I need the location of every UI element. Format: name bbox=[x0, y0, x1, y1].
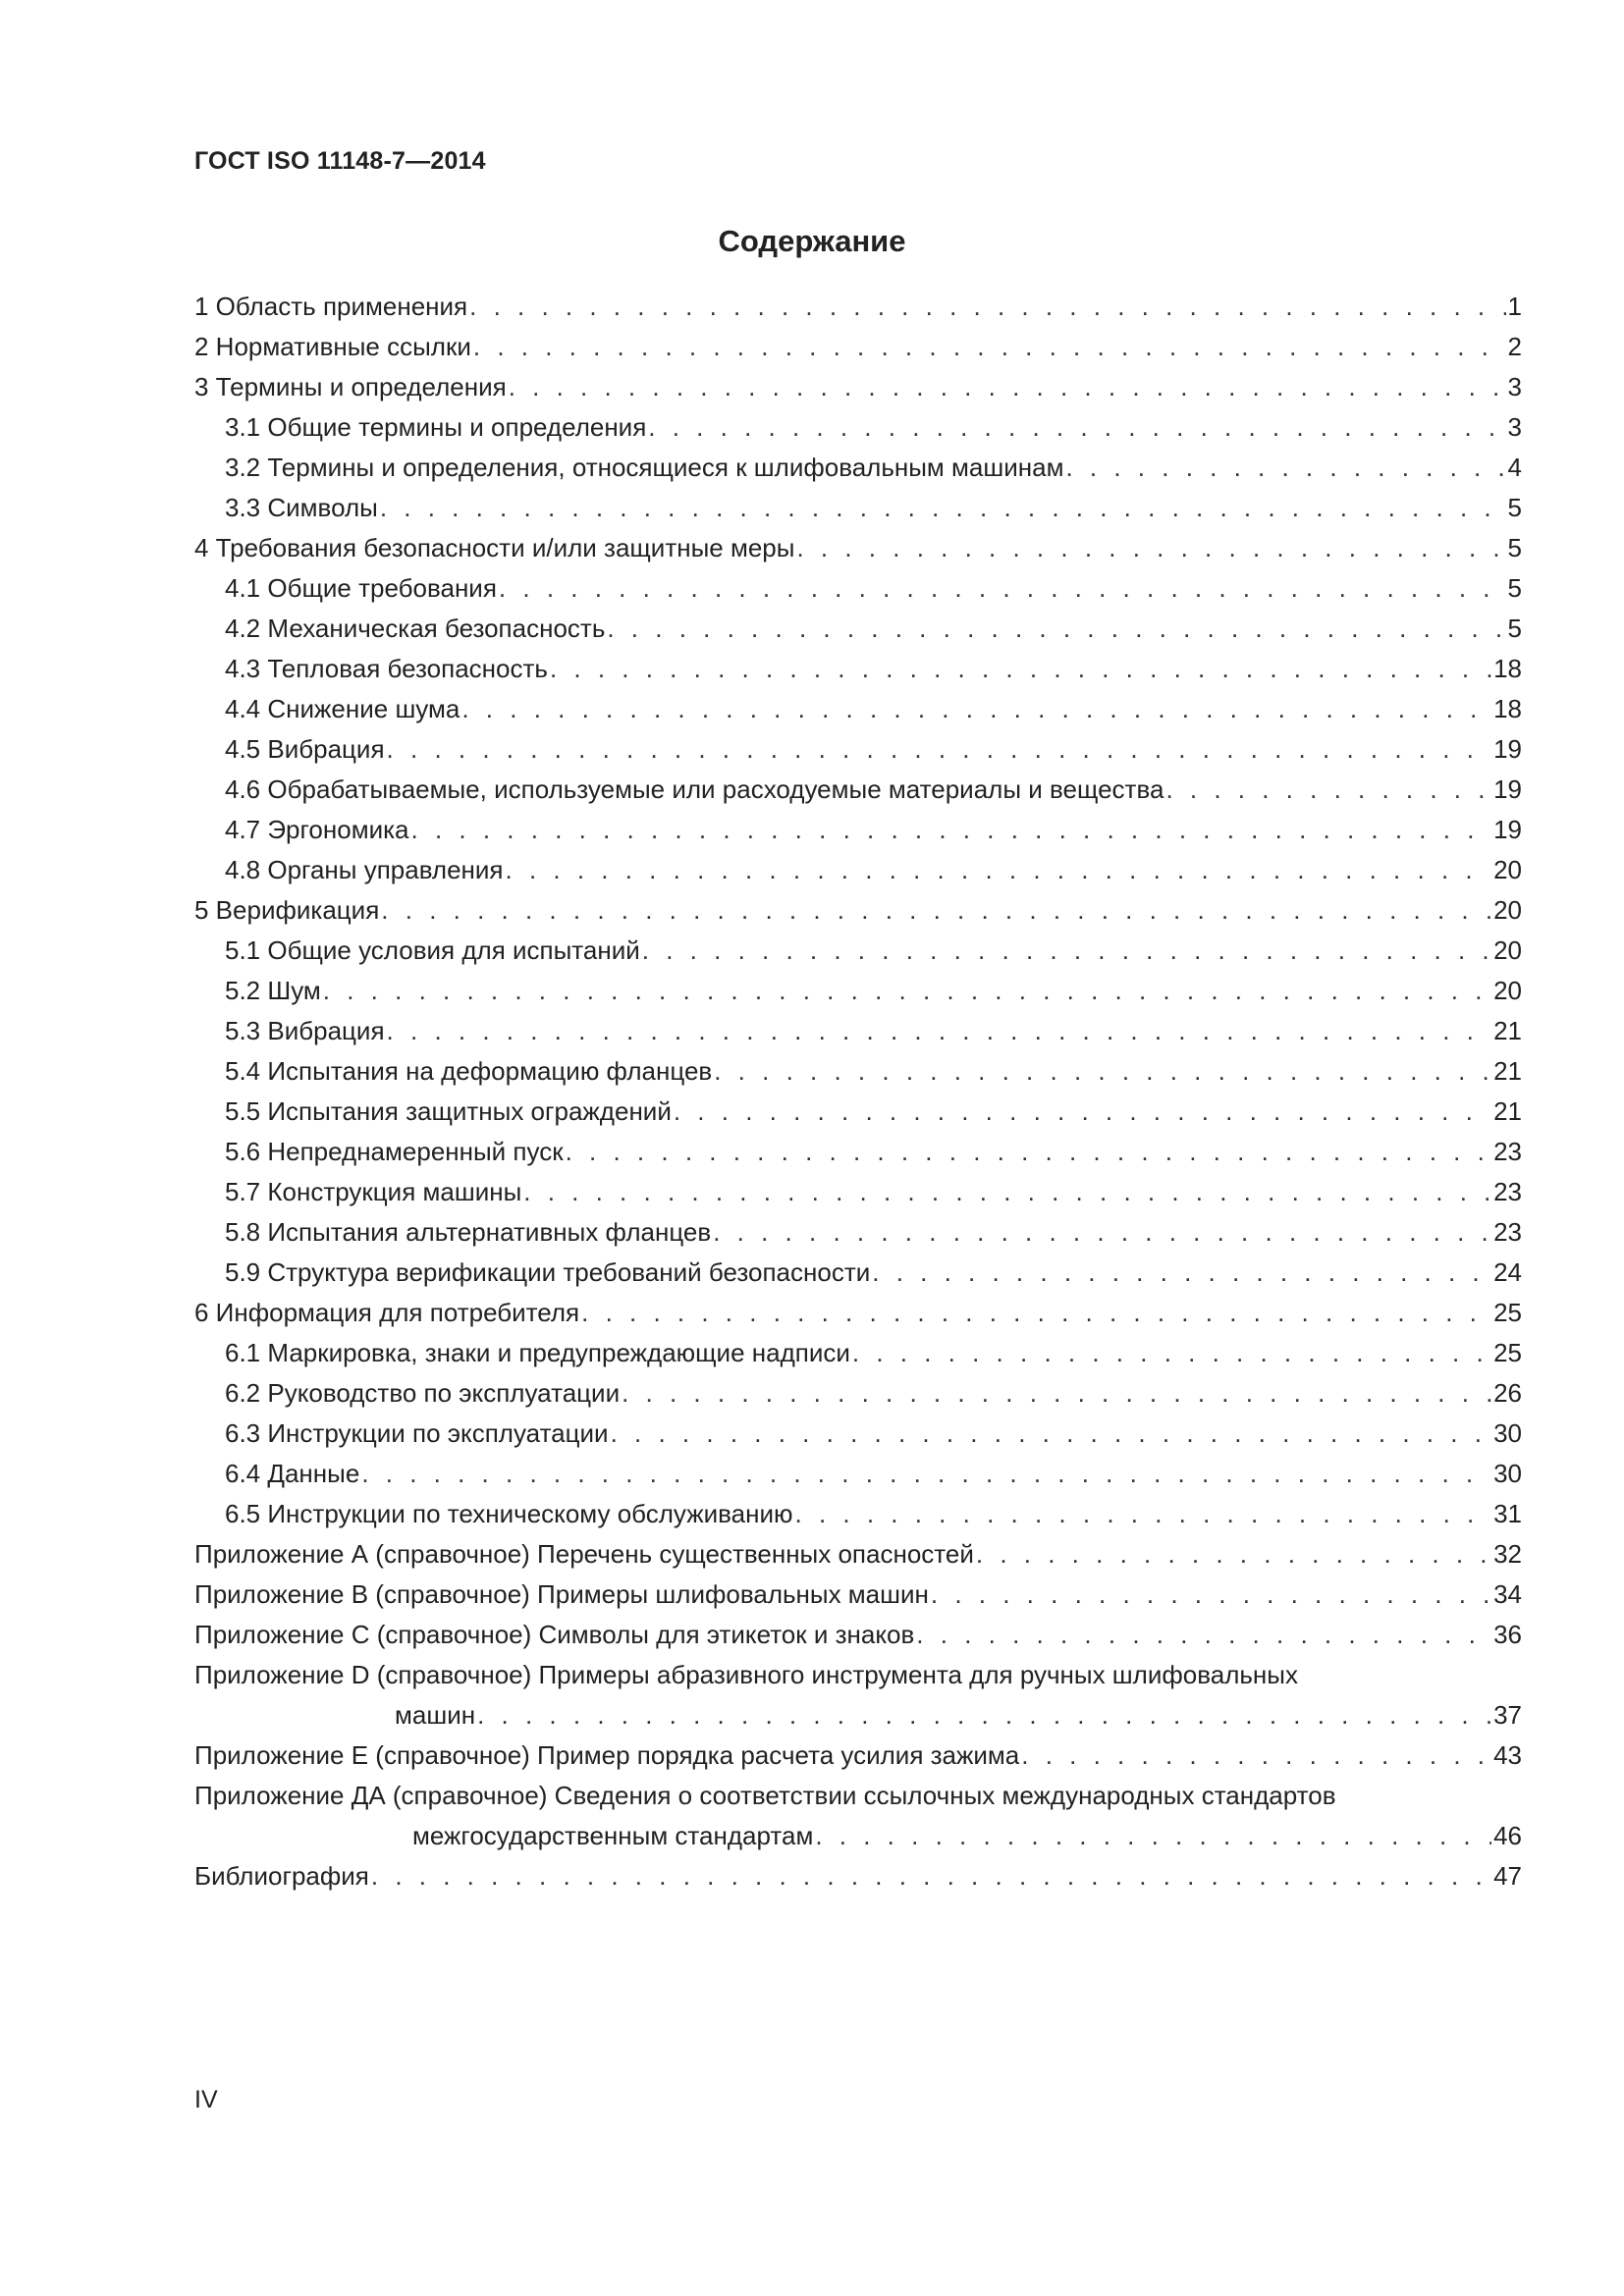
toc-entry-title: Приложение ДА (справочное) Сведения о соответствии ссылочных международных стандартов bbox=[194, 1781, 1336, 1810]
toc-entry-page: 30 bbox=[1493, 1418, 1522, 1448]
toc-entry bbox=[194, 1212, 1522, 1253]
toc-entry-title: 5 Верификация bbox=[194, 895, 380, 925]
toc-leader-dots bbox=[714, 1051, 1491, 1092]
toc-entry-page: 47 bbox=[1493, 1861, 1522, 1891]
table-of-contents bbox=[194, 287, 1522, 1896]
toc-entry-page: 32 bbox=[1493, 1539, 1522, 1569]
toc-entry-page: 30 bbox=[1493, 1459, 1522, 1488]
toc-entry bbox=[194, 1575, 1522, 1615]
toc-entry bbox=[194, 689, 1522, 729]
toc-leader-dots bbox=[371, 1856, 1491, 1896]
toc-entry bbox=[194, 528, 1522, 568]
toc-leader-dots bbox=[622, 1373, 1491, 1414]
toc-leader-dots bbox=[581, 1293, 1491, 1333]
toc-entry bbox=[194, 1092, 1522, 1132]
toc-entry bbox=[194, 287, 1522, 327]
toc-entry-title: 1 Область применения bbox=[194, 292, 468, 321]
toc-entry-page: 36 bbox=[1493, 1620, 1522, 1649]
toc-leader-dots bbox=[815, 1816, 1491, 1856]
toc-entry-title: 2 Нормативные ссылки bbox=[194, 332, 471, 361]
toc-entry-page: 46 bbox=[1493, 1821, 1522, 1850]
toc-entry bbox=[194, 1494, 1522, 1534]
toc-entry bbox=[194, 1615, 1522, 1655]
toc-leader-dots bbox=[648, 407, 1505, 448]
toc-leader-dots bbox=[381, 890, 1491, 931]
toc-entry bbox=[194, 448, 1522, 488]
toc-leader-dots bbox=[477, 1695, 1491, 1735]
toc-entry-title-cont: межгосударственным стандартам bbox=[412, 1821, 814, 1850]
toc-entry bbox=[194, 971, 1522, 1011]
toc-leader-dots bbox=[611, 1414, 1491, 1454]
toc-entry-title: Приложение D (справочное) Примеры абразивного инструмента для ручных шлифовальных bbox=[194, 1660, 1298, 1689]
toc-entry-page: 34 bbox=[1493, 1579, 1522, 1609]
toc-leader-dots bbox=[1165, 770, 1491, 810]
page-number: IV bbox=[194, 2086, 218, 2113]
toc-entry-title: 6 Информация для потребителя bbox=[194, 1298, 580, 1327]
toc-entry-page: 3 bbox=[1507, 372, 1522, 401]
toc-entry-page: 26 bbox=[1493, 1378, 1522, 1408]
toc-entry-page: 19 bbox=[1493, 815, 1522, 844]
toc-entry-page: 31 bbox=[1493, 1499, 1522, 1528]
toc-entry-title: 5.7 Конструкция машины bbox=[225, 1177, 522, 1206]
toc-entry bbox=[194, 1373, 1522, 1414]
toc-entry-title: 5.3 Вибрация bbox=[225, 1016, 385, 1045]
toc-entry-title: 4.3 Тепловая безопасность bbox=[225, 654, 548, 683]
toc-entry-title: 4 Требования безопасности и/или защитные меры bbox=[194, 533, 795, 562]
toc-entry-title: 6.2 Руководство по эксплуатации bbox=[225, 1378, 621, 1408]
toc-entry-title: 3.2 Термины и определения, относящиеся к шлифовальным машинам bbox=[225, 453, 1064, 482]
toc-leader-dots bbox=[872, 1253, 1491, 1293]
toc-entry bbox=[194, 407, 1522, 448]
toc-entry bbox=[194, 1414, 1522, 1454]
toc-leader-dots bbox=[499, 568, 1506, 609]
toc-leader-dots bbox=[387, 729, 1492, 770]
toc-leader-dots bbox=[566, 1132, 1491, 1172]
toc-entry bbox=[194, 850, 1522, 890]
toc-entry-title: 6.5 Инструкции по техническому обслуживанию bbox=[225, 1499, 793, 1528]
toc-leader-dots bbox=[796, 528, 1505, 568]
toc-entry bbox=[194, 1735, 1522, 1776]
toc-entry-title: 5.4 Испытания на деформацию фланцев bbox=[225, 1056, 713, 1086]
toc-entry-page: 5 bbox=[1507, 573, 1522, 603]
toc-leader-dots bbox=[674, 1092, 1491, 1132]
toc-entry-page: 5 bbox=[1507, 493, 1522, 522]
toc-entry bbox=[194, 1655, 1522, 1735]
toc-entry-page: 20 bbox=[1493, 895, 1522, 925]
toc-entry-title: 4.4 Снижение шума bbox=[225, 694, 460, 723]
toc-entry-title: 4.7 Эргономика bbox=[225, 815, 409, 844]
toc-leader-dots bbox=[550, 649, 1491, 689]
toc-entry bbox=[194, 1293, 1522, 1333]
toc-entry-title: 4.2 Механическая безопасность bbox=[225, 614, 606, 643]
toc-entry-title: 6.1 Маркировка, знаки и предупреждающие надписи bbox=[225, 1338, 850, 1367]
toc-entry-title: 5.2 Шум bbox=[225, 976, 321, 1005]
toc-entry-page: 21 bbox=[1493, 1056, 1522, 1086]
toc-entry bbox=[194, 1051, 1522, 1092]
toc-entry bbox=[194, 649, 1522, 689]
toc-entry-page: 23 bbox=[1493, 1137, 1522, 1166]
toc-leader-dots bbox=[361, 1454, 1491, 1494]
toc-entry-page: 21 bbox=[1493, 1016, 1522, 1045]
toc-leader-dots bbox=[1021, 1735, 1491, 1776]
toc-title: Содержание bbox=[718, 224, 906, 258]
toc-entry-continuation bbox=[194, 1695, 1522, 1735]
toc-leader-dots bbox=[323, 971, 1491, 1011]
toc-entry bbox=[194, 367, 1522, 407]
toc-leader-dots bbox=[976, 1534, 1491, 1575]
toc-leader-dots bbox=[607, 609, 1505, 649]
toc-entry-title: Приложение Е (справочное) Пример порядка расчета усилия зажима bbox=[194, 1740, 1020, 1770]
toc-entry bbox=[194, 1172, 1522, 1212]
toc-entry bbox=[194, 568, 1522, 609]
toc-entry-continuation bbox=[194, 1816, 1522, 1856]
toc-entry bbox=[194, 931, 1522, 971]
toc-leader-dots bbox=[509, 367, 1506, 407]
toc-entry-page: 19 bbox=[1493, 734, 1522, 764]
toc-entry-page: 18 bbox=[1493, 654, 1522, 683]
toc-entry bbox=[194, 890, 1522, 931]
toc-entry-title: Приложение С (справочное) Символы для этикеток и знаков bbox=[194, 1620, 915, 1649]
toc-leader-dots bbox=[473, 327, 1506, 367]
toc-entry bbox=[194, 1856, 1522, 1896]
toc-leader-dots bbox=[523, 1172, 1491, 1212]
toc-entry bbox=[194, 1011, 1522, 1051]
toc-entry-title: 4.1 Общие требования bbox=[225, 573, 497, 603]
toc-entry-title: 5.9 Структура верификации требований безопасности bbox=[225, 1257, 871, 1287]
toc-entry-page: 24 bbox=[1493, 1257, 1522, 1287]
toc-leader-dots bbox=[469, 287, 1505, 327]
toc-entry-page: 25 bbox=[1493, 1298, 1522, 1327]
toc-entry bbox=[194, 1253, 1522, 1293]
toc-entry-page: 25 bbox=[1493, 1338, 1522, 1367]
toc-leader-dots bbox=[931, 1575, 1491, 1615]
toc-entry-title: 4.8 Органы управления bbox=[225, 855, 504, 884]
toc-leader-dots bbox=[380, 488, 1506, 528]
toc-entry-title: 4.6 Обрабатываемые, используемые или расходуемые материалы и вещества bbox=[225, 774, 1164, 804]
toc-leader-dots bbox=[411, 810, 1492, 850]
toc-entry-page: 5 bbox=[1507, 614, 1522, 643]
toc-entry bbox=[194, 770, 1522, 810]
toc-entry-title: 5.8 Испытания альтернативных фланцев bbox=[225, 1217, 712, 1247]
toc-entry-page: 19 bbox=[1493, 774, 1522, 804]
toc-entry-page: 1 bbox=[1507, 292, 1522, 321]
toc-entry bbox=[194, 1776, 1522, 1856]
toc-leader-dots bbox=[852, 1333, 1491, 1373]
toc-entry-page: 5 bbox=[1507, 533, 1522, 562]
toc-entry bbox=[194, 327, 1522, 367]
toc-leader-dots bbox=[1065, 448, 1505, 488]
toc-entry bbox=[194, 729, 1522, 770]
toc-leader-dots bbox=[506, 850, 1492, 890]
toc-entry-page: 3 bbox=[1507, 412, 1522, 442]
toc-entry-page: 20 bbox=[1493, 976, 1522, 1005]
toc-entry-title: 5.1 Общие условия для испытаний bbox=[225, 935, 640, 965]
toc-entry-page: 4 bbox=[1507, 453, 1522, 482]
toc-leader-dots bbox=[916, 1615, 1491, 1655]
toc-entry-title-cont: машин bbox=[395, 1700, 476, 1730]
toc-entry-title: 3.1 Общие термины и определения bbox=[225, 412, 647, 442]
toc-leader-dots bbox=[642, 931, 1491, 971]
toc-entry-page: 21 bbox=[1493, 1096, 1522, 1126]
toc-entry-page: 37 bbox=[1493, 1700, 1522, 1730]
toc-entry bbox=[194, 1534, 1522, 1575]
toc-entry-page: 43 bbox=[1493, 1740, 1522, 1770]
toc-leader-dots bbox=[461, 689, 1491, 729]
toc-entry-page: 23 bbox=[1493, 1177, 1522, 1206]
toc-leader-dots bbox=[387, 1011, 1492, 1051]
toc-entry bbox=[194, 1454, 1522, 1494]
toc-entry-title: 3.3 Символы bbox=[225, 493, 378, 522]
toc-entry-title: 6.3 Инструкции по эксплуатации bbox=[225, 1418, 609, 1448]
toc-entry-page: 2 bbox=[1507, 332, 1522, 361]
toc-entry-title: 6.4 Данные bbox=[225, 1459, 360, 1488]
toc-entry-title: 5.5 Испытания защитных ограждений bbox=[225, 1096, 672, 1126]
toc-entry bbox=[194, 1132, 1522, 1172]
toc-entry-title: Приложение В (справочное) Примеры шлифовальных машин bbox=[194, 1579, 929, 1609]
toc-entry-page: 20 bbox=[1493, 855, 1522, 884]
toc-leader-dots bbox=[795, 1494, 1492, 1534]
toc-entry bbox=[194, 810, 1522, 850]
toc-leader-dots bbox=[713, 1212, 1491, 1253]
toc-entry-page: 18 bbox=[1493, 694, 1522, 723]
toc-entry-title: Приложение А (справочное) Перечень существенных опасностей bbox=[194, 1539, 974, 1569]
toc-entry bbox=[194, 1333, 1522, 1373]
toc-entry-title: Библиография bbox=[194, 1861, 369, 1891]
toc-entry-page: 23 bbox=[1493, 1217, 1522, 1247]
document-code: ГОСТ ISO 11148-7—2014 bbox=[194, 147, 486, 175]
toc-entry-page: 20 bbox=[1493, 935, 1522, 965]
toc-entry-title: 4.5 Вибрация bbox=[225, 734, 385, 764]
toc-entry-title: 3 Термины и определения bbox=[194, 372, 507, 401]
toc-entry-title: 5.6 Непреднамеренный пуск bbox=[225, 1137, 564, 1166]
toc-entry bbox=[194, 609, 1522, 649]
toc-entry bbox=[194, 488, 1522, 528]
